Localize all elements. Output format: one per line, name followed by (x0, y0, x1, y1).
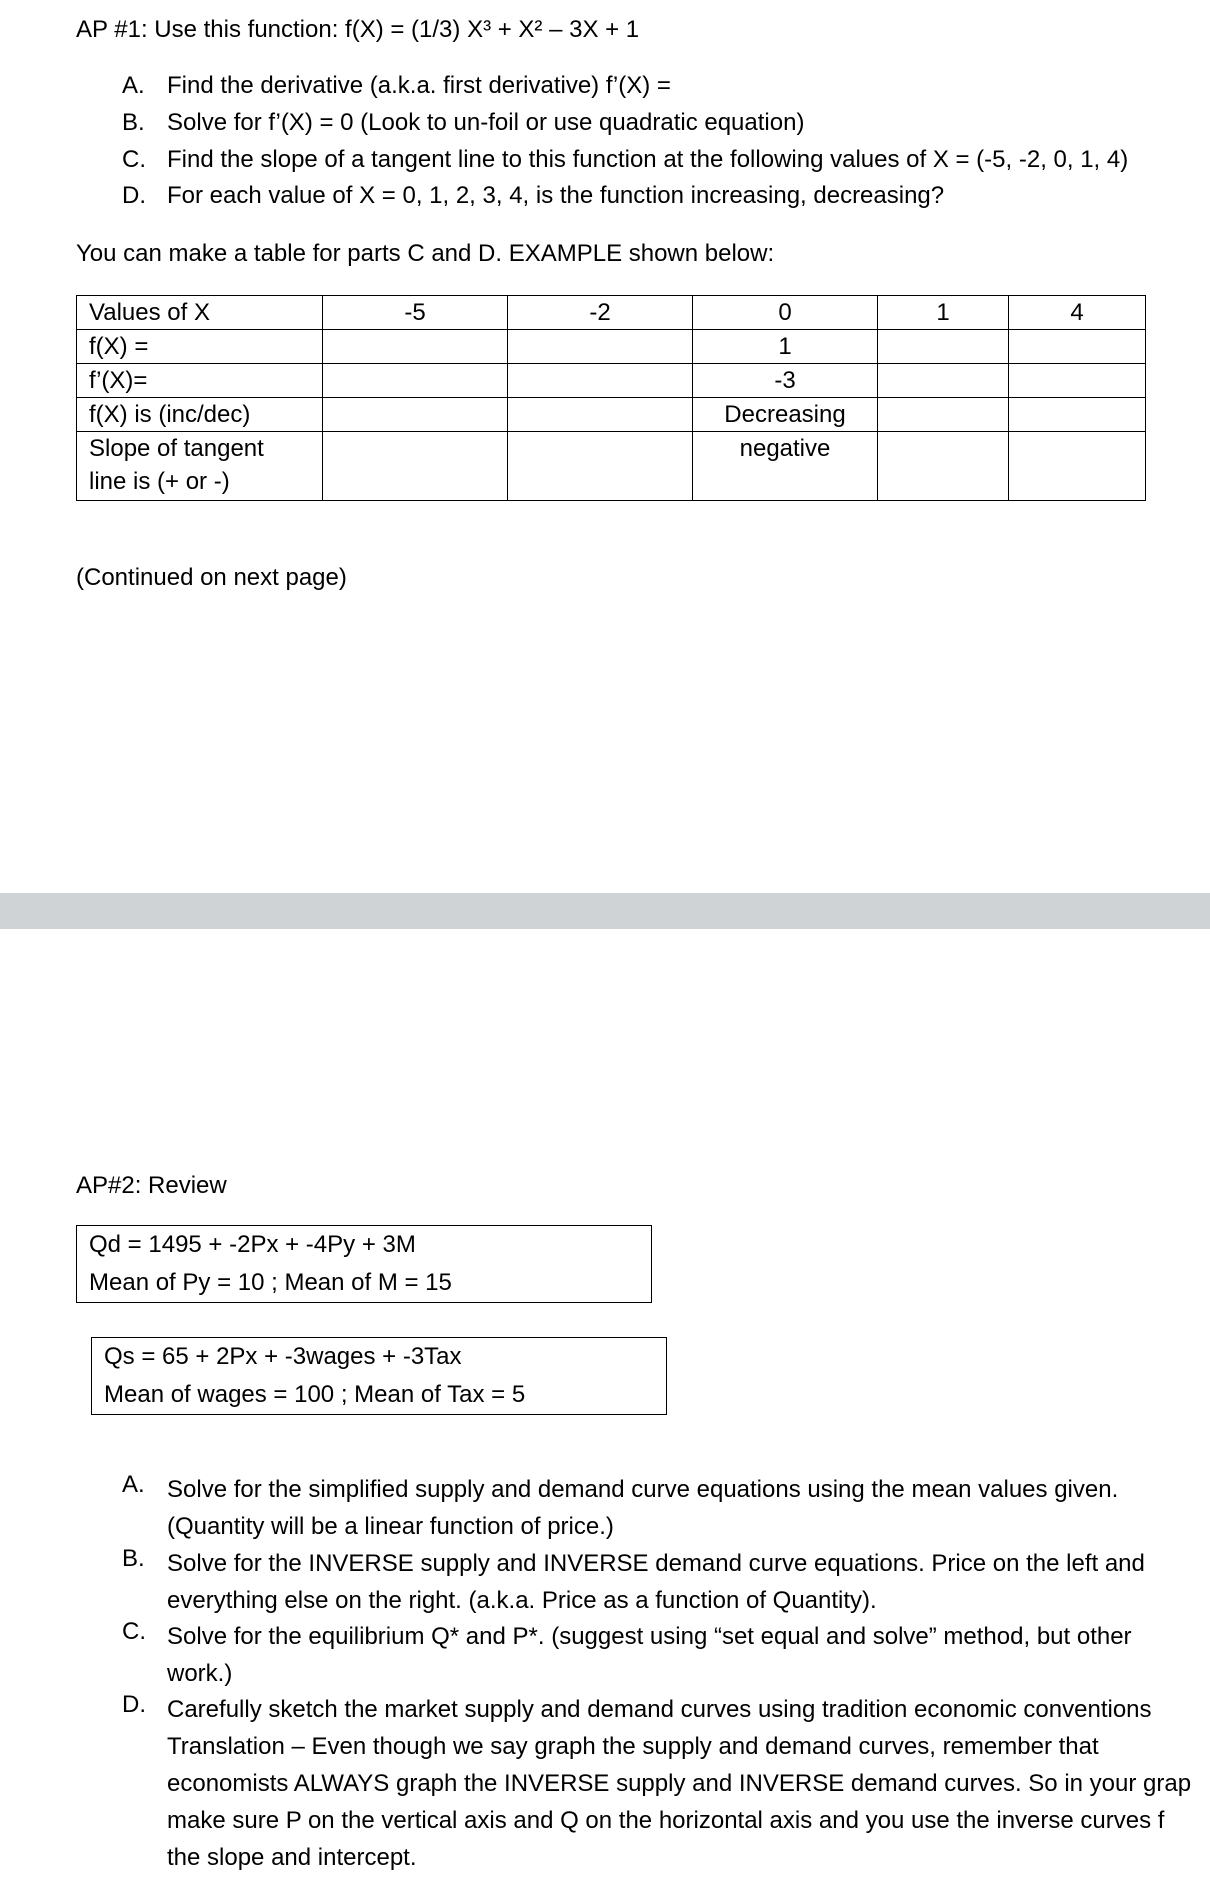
table-cell: Decreasing (693, 398, 878, 432)
table-cell (878, 398, 1009, 432)
table-cell: 4 (1009, 296, 1146, 330)
table-header-row (77, 296, 1146, 330)
table-cell: negative (693, 432, 878, 501)
table-cell (878, 330, 1009, 364)
supply-means: Mean of wages = 100 ; Mean of Tax = 5 (104, 1381, 526, 1408)
table-row (77, 330, 1146, 364)
item-text (167, 1545, 1145, 1619)
item-line: make sure P on the vertical axis and Q on the horizontal axis and you use the inverse curves f (167, 1807, 1165, 1834)
supply-equation-box (91, 1337, 667, 1415)
item-letter: A. (122, 72, 145, 99)
table-cell: f(X) is (inc/dec) (77, 398, 323, 432)
item-line: everything else on the right. (a.k.a. Price as a function of Quantity). (167, 1587, 877, 1614)
item-line: Carefully sketch the market supply and demand curves using tradition economic conventions (167, 1696, 1152, 1723)
table-cell: f(X) = (77, 330, 323, 364)
table-cell (508, 398, 693, 432)
table-cell: 1 (693, 330, 878, 364)
table-cell: -2 (508, 296, 693, 330)
table-cell (508, 330, 693, 364)
item-letter: D. (122, 182, 146, 209)
table-cell (1009, 432, 1146, 501)
table-cell (508, 432, 693, 501)
table-row (77, 364, 1146, 398)
table-cell: Values of X (77, 296, 323, 330)
item-letter: B. (122, 1545, 145, 1572)
table-cell: -5 (323, 296, 508, 330)
item-line: Solve for the INVERSE supply and INVERSE demand curve equations. Price on the left and (167, 1550, 1145, 1577)
table-cell (878, 432, 1009, 501)
table-cell (323, 398, 508, 432)
item-line: economists ALWAYS graph the INVERSE supply and INVERSE demand curves. So in your grap (167, 1770, 1192, 1797)
item-text: Find the derivative (a.k.a. first derivative) f’(X) = (167, 72, 671, 99)
item-letter: C. (122, 1618, 146, 1645)
demand-equation: Qd = 1495 + -2Px + -4Py + 3M (89, 1231, 416, 1258)
supply-equation: Qs = 65 + 2Px + -3wages + -3Tax (104, 1343, 462, 1370)
example-table (76, 295, 1146, 501)
table-cell: -3 (693, 364, 878, 398)
item-line: Solve for the equilibrium Q* and P*. (suggest using “set equal and solve” method, but other (167, 1623, 1132, 1650)
table-row (77, 398, 1146, 432)
table-cell (878, 364, 1009, 398)
ap1-title: AP #1: Use this function: f(X) = (1/3) X³ + X² – 3X + 1 (76, 16, 640, 43)
table-cell-line: line is (+ or -) (89, 468, 230, 495)
table-cell (1009, 330, 1146, 364)
item-letter: B. (122, 109, 145, 136)
ap2-title: AP#2: Review (76, 1172, 227, 1199)
item-text (167, 1618, 1132, 1692)
item-line: work.) (167, 1660, 233, 1687)
item-line: Translation – Even though we say graph the supply and demand curves, remember that (167, 1733, 1099, 1760)
demand-equation-box (76, 1225, 652, 1303)
table-cell (508, 364, 693, 398)
table-row (77, 432, 1146, 501)
item-text (167, 1471, 1118, 1545)
item-letter: D. (122, 1691, 146, 1718)
item-line: Solve for the simplified supply and demand curve equations using the mean values given. (167, 1476, 1119, 1503)
demand-means: Mean of Py = 10 ; Mean of M = 15 (89, 1269, 452, 1296)
item-line: the slope and intercept. (167, 1844, 417, 1871)
table-cell: f’(X)= (77, 364, 323, 398)
table-cell: 1 (878, 296, 1009, 330)
item-text (167, 1691, 1191, 1876)
table-cell: 0 (693, 296, 878, 330)
item-text: For each value of X = 0, 1, 2, 3, 4, is the function increasing, decreasing? (167, 182, 945, 209)
table-cell (323, 330, 508, 364)
table-cell (323, 364, 508, 398)
table-intro: You can make a table for parts C and D. EXAMPLE shown below: (76, 240, 775, 267)
table-cell-line: Slope of tangent (89, 435, 264, 462)
table-cell (323, 432, 508, 501)
table-cell (1009, 364, 1146, 398)
table-cell (1009, 398, 1146, 432)
continued-note: (Continued on next page) (76, 564, 347, 591)
item-line: (Quantity will be a linear function of price.) (167, 1513, 614, 1540)
item-letter: A. (122, 1471, 145, 1498)
item-text: Solve for f’(X) = 0 (Look to un-foil or use quadratic equation) (167, 109, 805, 136)
page-break-divider (0, 893, 1210, 929)
item-letter: C. (122, 146, 146, 173)
table-cell (77, 432, 323, 501)
item-text: Find the slope of a tangent line to this function at the following values of X = (-5, -2, 0, 1, 4) (167, 146, 1129, 173)
